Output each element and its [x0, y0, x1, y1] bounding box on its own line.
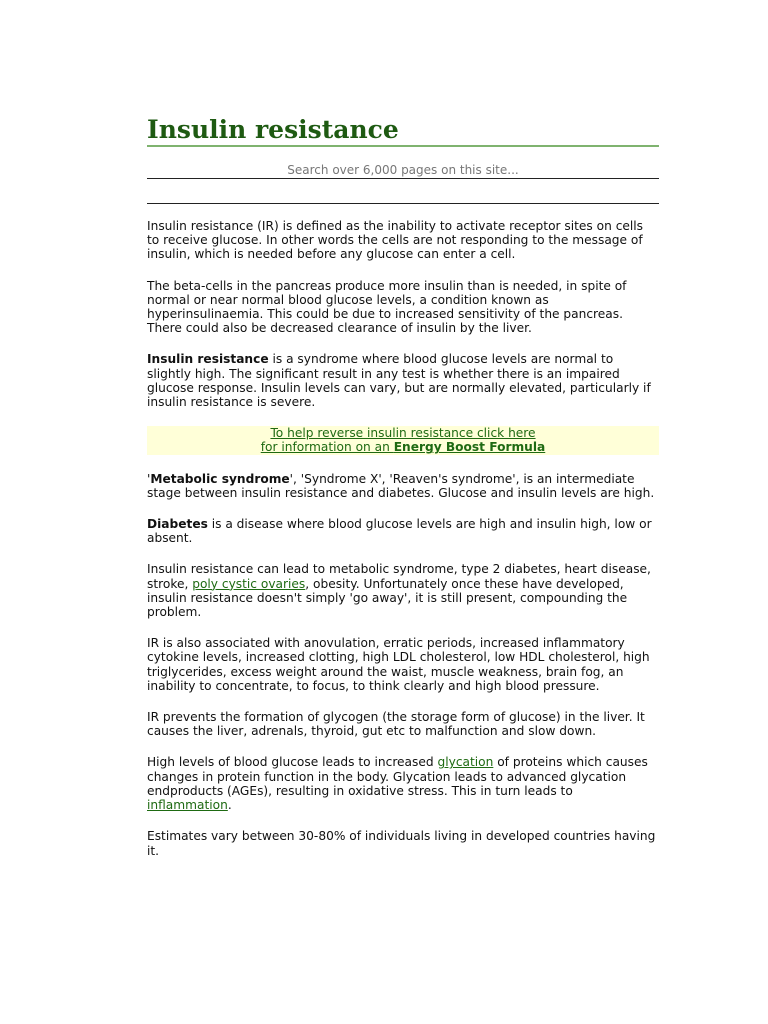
term-insulin-resistance: Insulin resistance — [147, 352, 269, 367]
promo-box — [147, 426, 659, 454]
article-body — [147, 219, 659, 875]
glycation-text-c: . — [227, 798, 232, 813]
paragraph-beta-cells: The beta-cells in the pancreas produce more insulin than is needed, in spite of normal or near normal blood glucose levels, a condition known as hyperinsulinaemia. This could be due to increased sensitivity of the pancreas. There could also be decreased clearance of insulin by the liver. — [147, 278, 627, 336]
term-diabetes: Diabetes — [147, 517, 208, 532]
promo-link-product: Energy Boost Formula — [393, 440, 546, 455]
link-inflammation[interactable]: inflammation — [147, 798, 228, 813]
promo-link-formula[interactable] — [261, 440, 546, 454]
glycation-text-a: High levels of blood glucose leads to increased — [147, 755, 438, 770]
promo-link-reverse[interactable]: To help reverse insulin resistance click here — [270, 426, 536, 441]
paragraph-glycogen: IR prevents the formation of glycogen (the storage form of glucose) in the liver. It causes the liver, adrenals, thyroid, gut etc to malfunction and slow down. — [147, 710, 645, 739]
paragraph-estimates: Estimates vary between 30-80% of individuals living in developed countries having it. — [147, 829, 656, 858]
paragraph-syndrome — [147, 352, 659, 409]
paragraph-associations: IR is also associated with anovulation, erratic periods, increased inflammatory cytokine levels, increased clotting, high LDL cholesterol, low HDL cholesterol, high triglycerides, excess weight around the waist, muscle weakness, brain fog, an inability to concentrate, to focus, to think clearly and high blood pressure. — [147, 636, 650, 693]
link-poly-cystic-ovaries[interactable]: poly cystic ovaries — [192, 576, 306, 591]
paragraph-diabetes — [147, 517, 659, 545]
promo-link-prefix: for information on an — [260, 440, 394, 455]
paragraph-metabolic-text: ', 'Syndrome X', 'Reaven's syndrome', is an intermediate stage between insulin resistance and diabetes. Glucose and insulin levels are high. — [147, 471, 655, 500]
quote-mark: ' — [147, 471, 151, 486]
paragraph-glycation — [147, 755, 659, 812]
search-divider — [147, 203, 659, 204]
paragraph-definition: Insulin resistance (IR) is defined as the inability to activate receptor sites on cells to receive glucose. In other words the cells are not responding to the message of insulin, which is needed before any glucose can enter a cell. — [147, 219, 644, 262]
link-glycation[interactable]: glycation — [437, 755, 494, 770]
term-metabolic-syndrome: Metabolic syndrome — [150, 471, 290, 486]
title-divider — [147, 145, 659, 147]
glycation-text-b: of proteins which causes changes in protein function in the body. Glycation leads to advanced glycation endproducts (AGEs), resulting in oxidative stress. This in turn leads to — [147, 755, 648, 798]
search-input[interactable] — [147, 162, 659, 179]
paragraph-diabetes-text: is a disease where blood glucose levels are high and insulin high, low or absent. — [147, 517, 652, 546]
consequences-text-b: , obesity. Unfortunately once these have developed, insulin resistance doesn't simply 'go away', it is still present, compounding the problem. — [147, 576, 628, 620]
paragraph-syndrome-text: is a syndrome where blood glucose levels are normal to slightly high. The significant result in any test is whether there is an impaired glucose response. Insulin levels can vary, but are normally elevated, particularly if insulin resistance is severe. — [147, 352, 651, 410]
page-title: Insulin resistance — [147, 115, 399, 144]
paragraph-consequences — [147, 562, 659, 619]
paragraph-metabolic — [147, 472, 659, 500]
consequences-text-a: Insulin resistance can lead to metabolic syndrome, type 2 diabetes, heart disease, stroke, — [147, 562, 651, 591]
